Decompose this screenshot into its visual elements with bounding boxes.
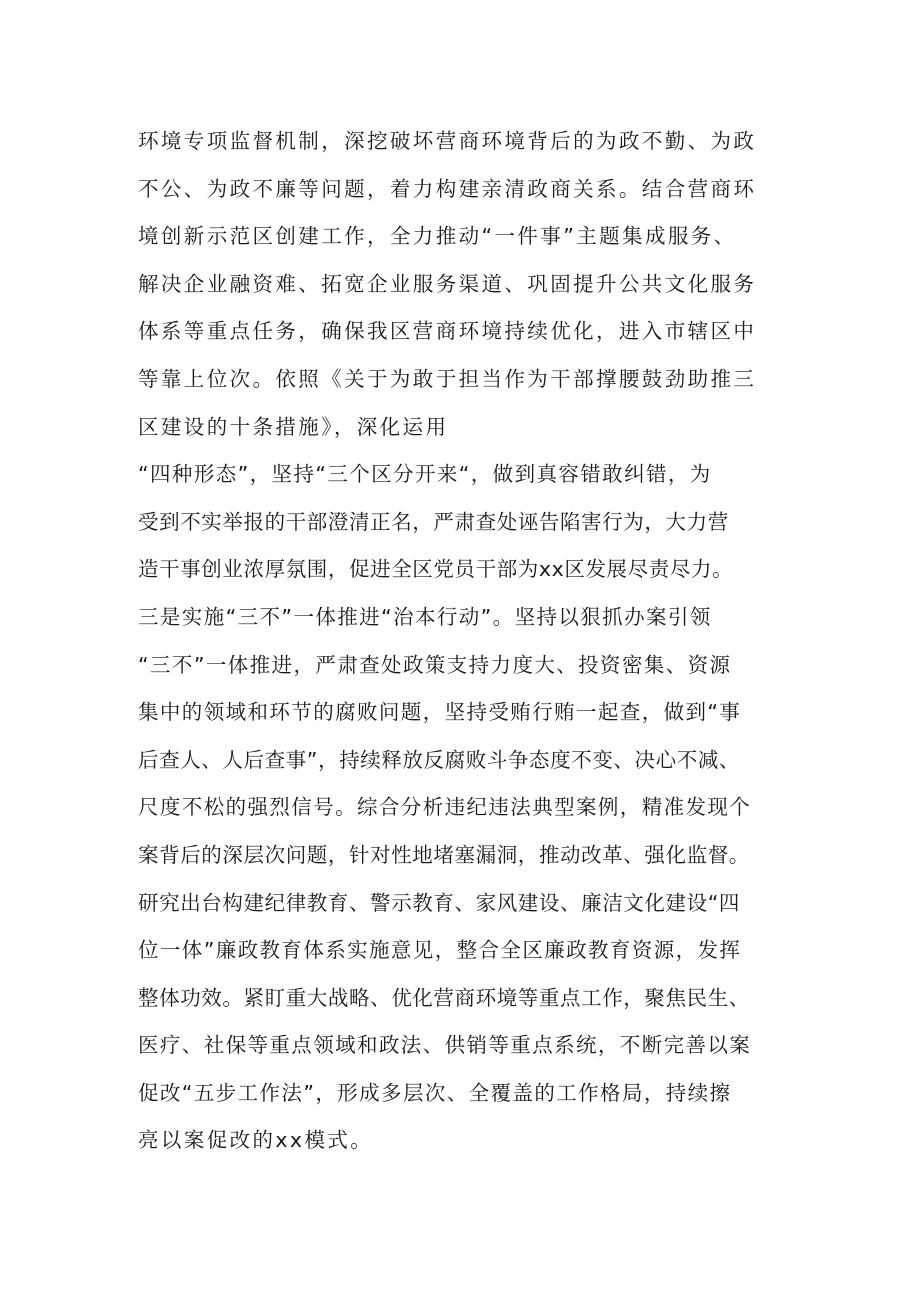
text-line: 尺度不松的强烈信号。综合分析违纪违法典型案例，精准发现个 — [138, 795, 752, 820]
text-line: 整体功效。紧盯重大战略、优化营商环境等重点工作，聚焦民生、 — [138, 985, 750, 1010]
body-text — [138, 118, 818, 1165]
text-line: 研究出台构建纪律教育、警示教育、家风建设、廉洁文化建设“四 — [138, 890, 741, 915]
text-line: 受到不实举报的干部澄清正名，严肃查处诬告陷害行为，大力营 — [138, 509, 729, 534]
text-line: 三是实施“三不”一体推进“治本行动”。坚持以狠抓办案引领 — [138, 604, 712, 629]
text-line: 解决企业融资难、拓宽企业服务渠道、巩固提升公共文化服务 — [138, 271, 757, 296]
text-line: 等靠上位次。依照《关于为敢于担当作为干部撑腰鼓劲助推三 — [138, 366, 757, 391]
text-line: 造干事创业浓厚氛围，促进全区党员干部为xx区发展尽责尽力。 — [138, 557, 734, 582]
text-line: “四种形态”，坚持“三个区分开来“，做到真容错敢纠错，为 — [138, 462, 712, 487]
text-line: 环境专项监督机制，深挖破坏营商环境背后的为政不勤、为政 — [138, 129, 757, 153]
text-line: 不公、为政不廉等问题，着力构建亲清政商关系。结合营商环 — [138, 176, 757, 201]
text-line: 区建设的十条措施》，深化运用 — [138, 414, 449, 439]
text-line: 医疗、社保等重点领域和政法、供销等重点系统，不断完善以案 — [138, 1033, 752, 1058]
text-line: 案背后的深层次问题，针对性地堵塞漏洞，推动改革、强化监督。 — [138, 842, 750, 867]
text-line: 亮以案促改的xx模式。 — [138, 1128, 374, 1153]
text-line: 位一体”廉政教育体系实施意见，整合全区廉政教育资源，发挥 — [138, 938, 742, 963]
text-line: 境创新示范区创建工作，全力推动“一件事”主题集成服务、 — [138, 224, 737, 249]
text-line: 后查人、人后查事”，持续释放反腐败斗争态度不变、决心不减、 — [138, 747, 741, 772]
text-line: “三不”一体推进，严肃查处政策支持力度大、投资密集、资源 — [138, 652, 732, 677]
text-line: 集中的领域和环节的腐败问题，坚持受贿行贿一起查，做到“事 — [138, 700, 742, 725]
text-line: 体系等重点任务，确保我区营商环境持续优化，进入市辖区中 — [138, 319, 757, 344]
text-line: 促改“五步工作法”，形成多层次、全覆盖的工作格局，持续擦 — [138, 1080, 732, 1105]
